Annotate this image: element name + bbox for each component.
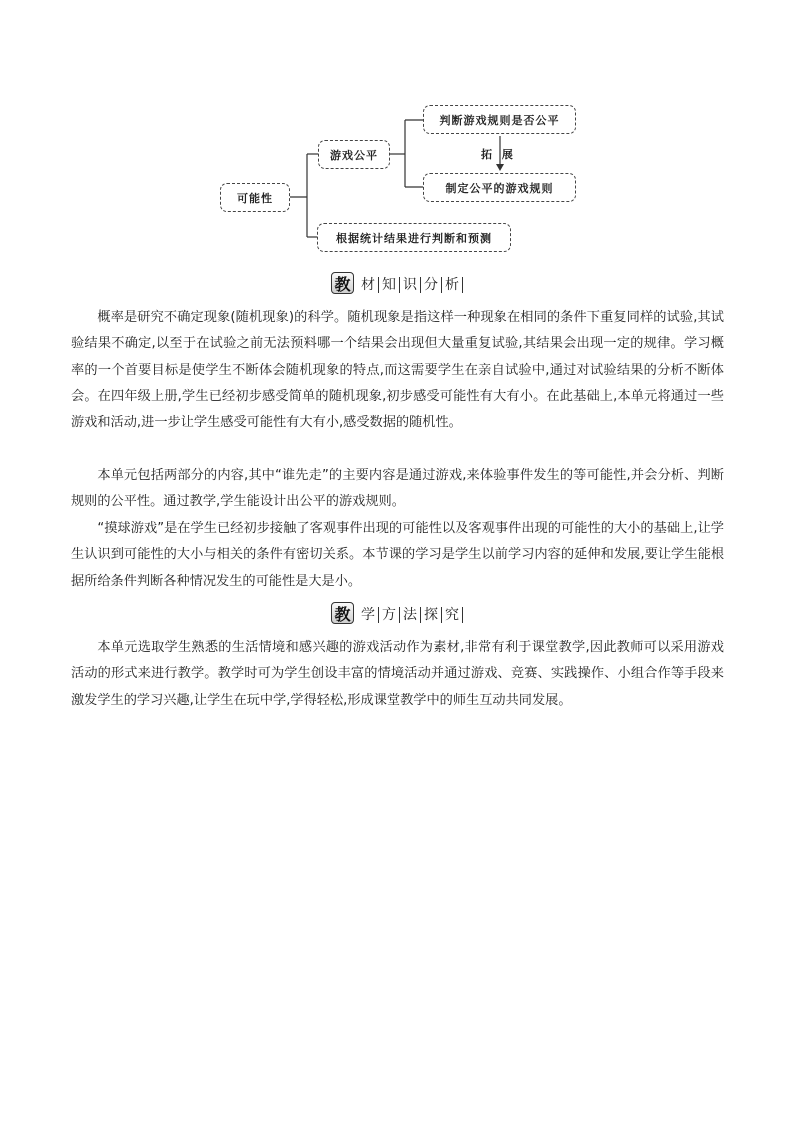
expand-label: 拓 展 <box>481 148 516 161</box>
node-make-rule: 制定公平的游戏规则 <box>423 173 576 202</box>
section-header-textbook-analysis <box>0 272 794 294</box>
title-char: 材 <box>361 277 375 293</box>
node-game-fair: 游戏公平 <box>318 140 390 169</box>
concept-map <box>0 0 794 265</box>
title-char: 法 <box>403 607 417 623</box>
title-char: 分 <box>424 277 438 293</box>
title-char: 探 <box>424 607 438 623</box>
section-badge: 教 <box>331 272 354 294</box>
section-title <box>358 274 463 294</box>
node-stat-predict: 根据统计结果进行判断和预测 <box>317 223 511 252</box>
paragraph: 本单元包括两部分的内容,其中“谁先走”的主要内容是通过游戏,来体验事件发生的等可能性,并会分析、判断规则的公平性。通过教学,学生能设计出公平的游戏规则。 <box>71 468 724 510</box>
title-char: 析 <box>445 277 459 293</box>
section-badge: 教 <box>331 602 354 624</box>
title-char: 知 <box>382 277 396 293</box>
paragraph: 概率是研究不确定现象(随机现象)的科学。随机现象是指这样一种现象在相同的条件下重复同样的试验,其试验结果不确定,以至于在试验之前无法预料哪一个结果会出现但大量重复试验,其结果会出现一定的规律。学习概率的一个首要目标是使学生不断体会随机现象的特点,而这需要学生在亲自试验中,通过对试验结果的分析不断体会。在四年级上册,学生已经初步感受简单的随机现象,初步感受可能性有大有小。在此基础上,本单元将通过一些游戏和活动,进一步让学生感受可能性有大有小,感受数据的随机性。 <box>71 310 724 431</box>
node-judge-rule: 判断游戏规则是否公平 <box>423 105 576 134</box>
section-header-teaching-methods <box>0 602 794 624</box>
title-char: 究 <box>445 607 459 623</box>
section-title <box>358 604 463 624</box>
paragraph: 本单元选取学生熟悉的生活情境和感兴趣的游戏活动作为素材,非常有利于课堂教学,因此教师可以采用游戏活动的形式来进行教学。教学时可为学生创设丰富的情境活动并通过游戏、竞赛、实践操作、小组合作等手段来激发学生的学习兴趣,让学生在玩中学,学得轻松,形成课堂教学中的师生互动共同发展。 <box>71 640 724 708</box>
paragraph: “摸球游戏”是在学生已经初步接触了客观事件出现的可能性以及客观事件出现的可能性的大小的基础上,让学生认识到可能性的大小与相关的条件有密切关系。本节课的学习是学生以前学习内容的延伸和发展,要让学生能根据所给条件判断各种情况发生的可能性是大是小。 <box>71 521 724 589</box>
title-char: 学 <box>361 607 375 623</box>
title-char: 识 <box>403 277 417 293</box>
node-possibility: 可能性 <box>220 183 290 212</box>
title-char: 方 <box>382 607 396 623</box>
